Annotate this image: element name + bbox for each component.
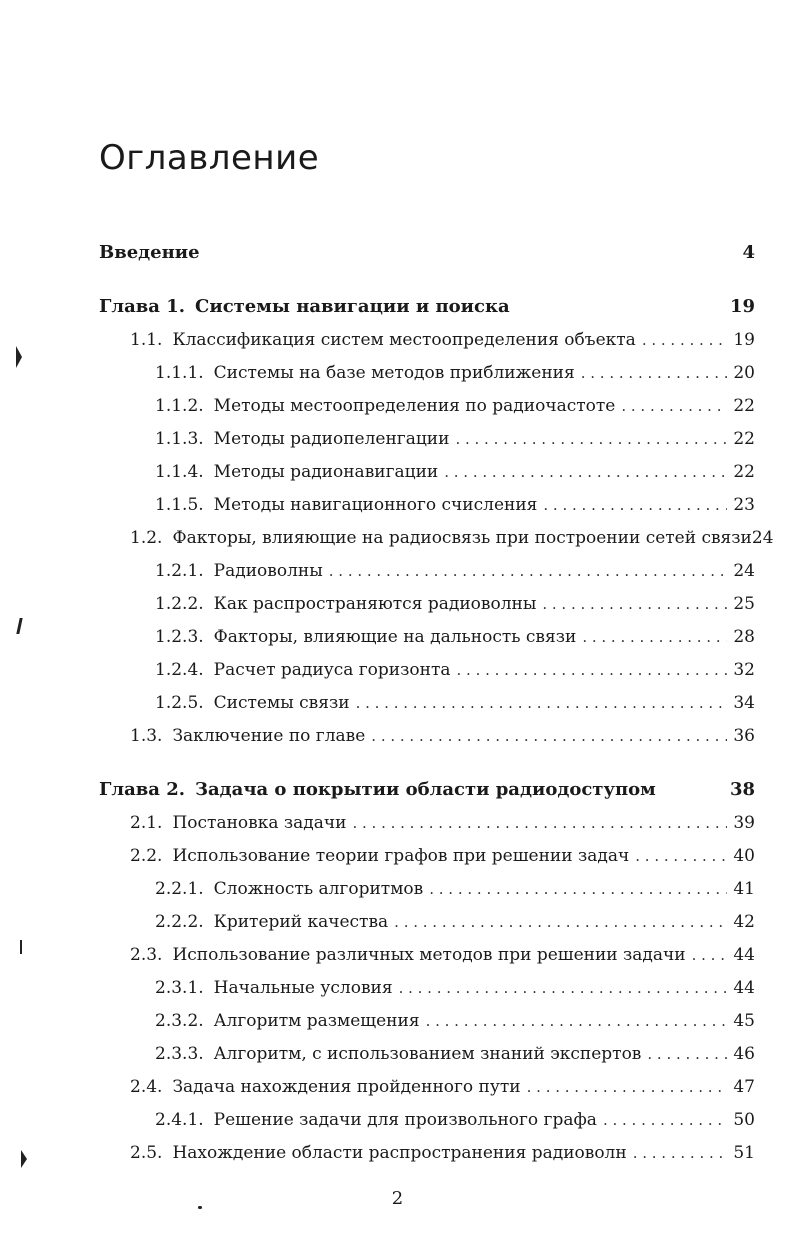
dot-leader	[455, 426, 727, 452]
dot-leader	[457, 657, 728, 683]
toc-entry-number: 1.1.5.	[155, 495, 204, 515]
toc-entry-section[interactable]	[130, 942, 755, 968]
toc-entry-number: 1.1.1.	[155, 363, 204, 383]
toc-entry-title: Использование теории графов при решении задач	[172, 846, 630, 866]
toc-entry-title: Алгоритм размещения	[213, 1011, 420, 1031]
toc-entry-subsection[interactable]	[155, 492, 755, 518]
toc-entry-title: Алгоритм, с использованием знаний экспертов	[213, 1044, 642, 1064]
toc-entry-title: Факторы, влияющие на дальность связи	[213, 627, 577, 647]
toc-entry-number: 1.1.3.	[155, 429, 204, 449]
toc-entry-subsection[interactable]	[155, 426, 755, 452]
dot-leader	[542, 591, 727, 617]
toc-entry-chapter[interactable]	[99, 777, 755, 803]
scan-artifact	[198, 1206, 202, 1209]
toc-entry-page: 34	[733, 693, 755, 713]
toc-entry-subsection[interactable]	[155, 591, 755, 617]
toc-entry-page: 32	[733, 660, 755, 680]
dot-leader	[633, 1140, 727, 1166]
toc-entry-title: Расчет радиуса горизонта	[213, 660, 451, 680]
toc-entry-number: Глава 2.	[99, 779, 186, 800]
toc-entry-number: 1.2.1.	[155, 561, 204, 581]
toc-entry-title: Решение задачи для произвольного графа	[213, 1110, 597, 1130]
toc-entry-number: 1.1.4.	[155, 462, 204, 482]
toc-entry-page: 44	[733, 945, 755, 965]
toc-entry-number: 2.3.3.	[155, 1044, 204, 1064]
toc-entry-page: 46	[733, 1044, 755, 1064]
toc-entry-number: 2.1.	[130, 813, 163, 833]
dot-leader	[329, 558, 727, 584]
toc-entry-subsection[interactable]	[155, 909, 755, 935]
toc-entry-title: Методы местоопределения по радиочастоте	[213, 396, 616, 416]
toc-entry-number: 1.2.2.	[155, 594, 204, 614]
toc-entry-subsection[interactable]	[155, 558, 755, 584]
toc-entry-page: 24	[733, 561, 755, 581]
dot-leader	[527, 1074, 727, 1100]
dot-leader	[394, 909, 727, 935]
toc-entry-title: Факторы, влияющие на радиосвязь при построении сетей связи	[172, 528, 752, 548]
toc-entry-number: 2.2.1.	[155, 879, 204, 899]
toc-entry-page: 38	[729, 779, 755, 800]
dot-leader	[603, 1107, 727, 1133]
toc-entry-subsection[interactable]	[155, 624, 755, 650]
toc-entry-number: 2.2.	[130, 846, 163, 866]
toc-entry-subsection[interactable]	[155, 459, 755, 485]
toc-entry-title: Методы навигационного счисления	[213, 495, 538, 515]
toc-entry-number: 2.4.1.	[155, 1110, 204, 1130]
toc-entry-title: Сложность алгоритмов	[213, 879, 424, 899]
toc-entry-page: 23	[733, 495, 755, 515]
toc-entry-title: Использование различных методов при решении задачи	[172, 945, 686, 965]
toc-entry-title: Системы навигации и поиска	[195, 296, 510, 317]
toc-entry-section[interactable]	[130, 810, 755, 836]
toc-entry-number: 2.3.1.	[155, 978, 204, 998]
dot-leader	[356, 690, 727, 716]
toc-entry-section[interactable]	[130, 1074, 755, 1100]
toc-entry-section[interactable]	[130, 723, 755, 749]
toc-entry-page: 25	[733, 594, 755, 614]
toc-entry-section[interactable]	[130, 327, 755, 353]
dot-leader	[582, 624, 727, 650]
toc-entry-page: 51	[733, 1143, 755, 1163]
toc-entry-number: 2.2.2.	[155, 912, 204, 932]
toc-entry-page: 4	[742, 242, 755, 263]
dot-leader	[647, 1041, 727, 1067]
toc-entry-title: Радиоволны	[213, 561, 323, 581]
dot-leader	[581, 360, 727, 386]
dot-leader	[426, 1008, 727, 1034]
toc-entry-page: 47	[733, 1077, 755, 1097]
toc-entry-title: Системы на базе методов приближения	[213, 363, 575, 383]
toc-entry-number: 2.3.	[130, 945, 163, 965]
toc-entry-title: Системы связи	[213, 693, 350, 713]
dot-leader	[399, 975, 727, 1001]
toc-entry-page: 36	[733, 726, 755, 746]
toc-entry-page: 50	[733, 1110, 755, 1130]
toc-entry-page: 45	[733, 1011, 755, 1031]
toc-entry-subsection[interactable]	[155, 1107, 755, 1133]
toc-entry-subsection[interactable]	[155, 1008, 755, 1034]
toc-entry-title: Методы радионавигации	[213, 462, 439, 482]
scan-artifact	[20, 940, 22, 954]
toc-entry-subsection[interactable]	[155, 360, 755, 386]
toc-entry-subsection[interactable]	[155, 393, 755, 419]
dot-leader	[621, 393, 727, 419]
toc-entry-section[interactable]	[130, 843, 755, 869]
page-number: 2	[391, 1188, 404, 1209]
toc-entry-page: 22	[733, 462, 755, 482]
dot-leader	[429, 876, 727, 902]
toc-entry-title: Нахождение области распространения радиоволн	[172, 1143, 627, 1163]
page-title: Оглавление	[99, 138, 320, 178]
dot-leader	[444, 459, 727, 485]
toc-entry-section[interactable]	[130, 525, 774, 551]
toc-entry-number: Глава 1.	[99, 296, 186, 317]
toc-entry-page: 39	[733, 813, 755, 833]
toc-entry-page: 22	[733, 429, 755, 449]
toc-entry-title: Задача о покрытии области радиодоступом	[195, 779, 656, 800]
toc-entry-page: 42	[733, 912, 755, 932]
toc-entry-subsection[interactable]	[155, 876, 755, 902]
toc-entry-page: 19	[733, 330, 755, 350]
toc-entry-number: 1.2.5.	[155, 693, 204, 713]
dot-leader	[543, 492, 727, 518]
toc-entry-number: 1.1.2.	[155, 396, 204, 416]
toc-entry-page: 19	[729, 296, 755, 317]
toc-entry-number: 1.2.	[130, 528, 163, 548]
toc-entry-title: Методы радиопеленгации	[213, 429, 450, 449]
toc-entry-chapter[interactable]	[99, 294, 755, 320]
toc-entry-subsection[interactable]	[155, 975, 755, 1001]
toc-entry-number: 2.3.2.	[155, 1011, 204, 1031]
toc-entry-subsection[interactable]	[155, 1041, 755, 1067]
toc-entry-page: 22	[733, 396, 755, 416]
dot-leader	[642, 327, 727, 353]
toc-entry-page: 40	[733, 846, 755, 866]
toc-entry-number: 1.2.3.	[155, 627, 204, 647]
toc-entry-section[interactable]	[130, 1140, 755, 1166]
dot-leader	[371, 723, 727, 749]
toc-entry-page: 28	[733, 627, 755, 647]
dot-leader	[692, 942, 727, 968]
toc-entry-page: 44	[733, 978, 755, 998]
toc-entry-number: 1.3.	[130, 726, 163, 746]
toc-entry-subsection[interactable]	[155, 657, 755, 683]
toc-entry-introduction[interactable]	[99, 240, 755, 266]
toc-entry-title: Введение	[99, 242, 200, 263]
toc-entry-number: 1.2.4.	[155, 660, 204, 680]
toc-entry-title: Критерий качества	[213, 912, 389, 932]
toc-entry-page: 20	[733, 363, 755, 383]
toc-entry-page: 41	[733, 879, 755, 899]
toc-entry-page: 24	[751, 528, 774, 548]
toc-entry-number: 2.5.	[130, 1143, 163, 1163]
toc-entry-title: Начальные условия	[213, 978, 393, 998]
toc-entry-title: Постановка задачи	[172, 813, 347, 833]
dot-leader	[352, 810, 727, 836]
toc-entry-title: Классификация систем местоопределения объекта	[172, 330, 636, 350]
toc-entry-title: Как распространяются радиоволны	[213, 594, 537, 614]
toc-entry-number: 1.1.	[130, 330, 163, 350]
toc-entry-title: Заключение по главе	[172, 726, 366, 746]
toc-entry-subsection[interactable]	[155, 690, 755, 716]
dot-leader	[635, 843, 727, 869]
toc-entry-title: Задача нахождения пройденного пути	[172, 1077, 521, 1097]
toc-entry-number: 2.4.	[130, 1077, 163, 1097]
